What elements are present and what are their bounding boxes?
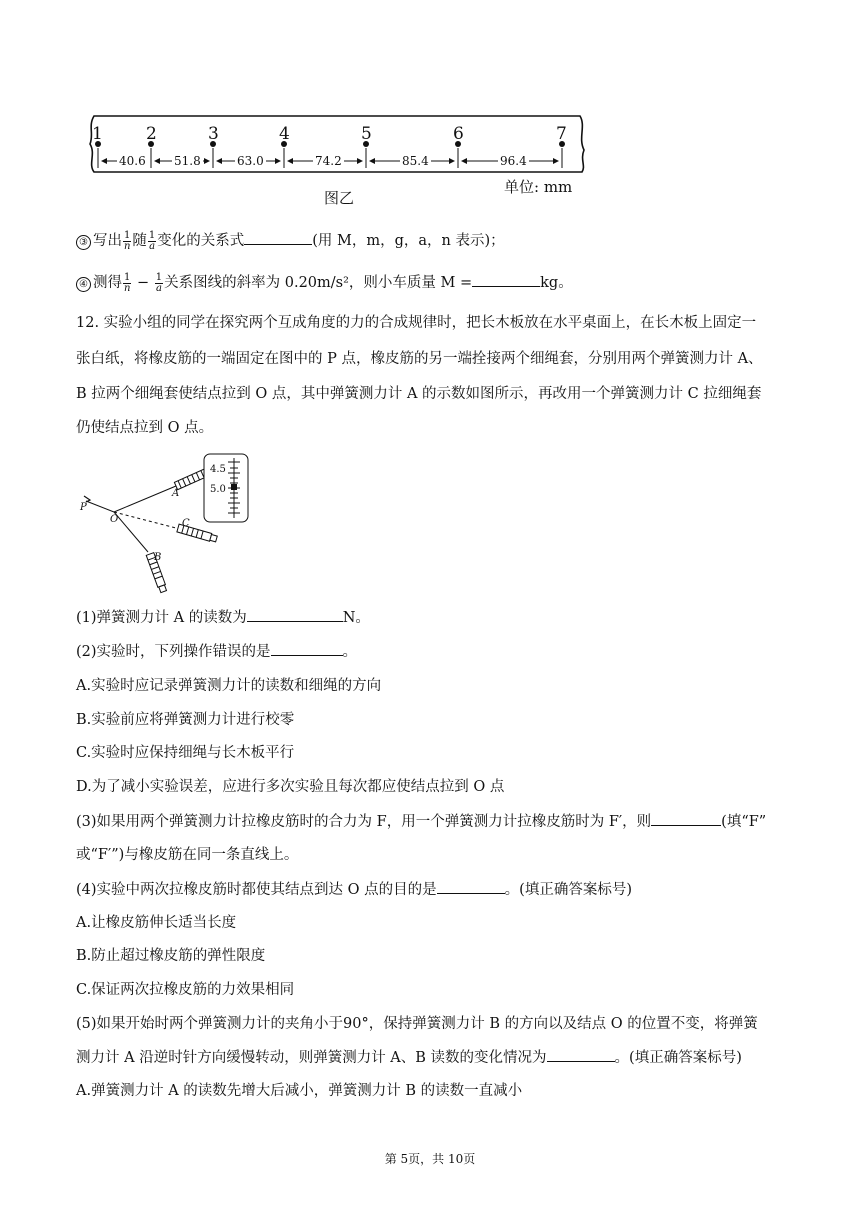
q12-intro-line: 仍使结点拉到 O 点。: [76, 420, 214, 436]
answer-blank[interactable]: [547, 1047, 615, 1062]
item-marker: ③: [76, 235, 91, 250]
option-line: B.实验前应将弹簧测力计进行校零: [76, 712, 295, 728]
question-item-4: ④ 测得 $\frac{1}{n}$ − $\frac{1}{a}$ 关系图线的斜率为 0.20m/s²，则小车质量 M = kg。: [76, 272, 573, 294]
figure-caption: 图乙: [324, 189, 355, 207]
label-A: A: [172, 488, 180, 499]
answer-blank[interactable]: [472, 272, 540, 287]
option-line: D.为了减小实验误差，应进行多次实验且每次都应使结点拉到 O 点: [76, 779, 505, 795]
segment-length: 74.2: [315, 154, 342, 168]
question-item-3: ③ 写出 $\frac{1}{n}$ 随 $\frac{1}{a}$ 变化的关系式 (用 M，m，g，a，n 表示)；: [76, 230, 505, 252]
ruler-segment-labels: [80, 154, 590, 172]
q12-sub3: (3)如果用两个弹簧测力计拉橡皮筋时的合力为 F，用一个弹簧测力计拉橡皮筋时为 F′，则 (填“F”: [76, 811, 766, 832]
segment-length: 40.6: [119, 154, 146, 168]
label-O: O: [110, 514, 119, 525]
answer-blank[interactable]: [437, 879, 505, 894]
q12-sub1: (1)弹簧测力计 A 的读数为 N。: [76, 607, 370, 628]
item-marker: ④: [76, 277, 91, 292]
segment-length: 51.8: [174, 154, 201, 168]
ruler-point-label: 2: [146, 124, 157, 144]
q12-intro-line: 12. 实验小组的同学在探究两个互成角度的力的合成规律时，把长木板放在水平桌面上，在长木板上固定一: [76, 315, 757, 331]
fraction-1-over-a: $\frac{1}{a}$: [155, 271, 163, 294]
ruler-point-label: 1: [92, 124, 103, 144]
answer-blank[interactable]: [651, 811, 721, 826]
segment-length: 85.4: [402, 154, 429, 168]
label-B: B: [154, 552, 162, 563]
option-line: C.实验时应保持细绳与长木板平行: [76, 745, 295, 761]
answer-blank[interactable]: [247, 607, 343, 622]
ruler-point-labels: [80, 124, 590, 144]
q12-intro-line: 张白纸，将橡皮筋的一端固定在图中的 P 点，橡皮筋的另一端拴接两个细绳套，分别用两个弹簧测力计 A、: [76, 351, 763, 367]
answer-blank[interactable]: [244, 230, 312, 245]
force-figure-labels: [78, 448, 258, 596]
scale-label: 4.5: [210, 464, 226, 475]
scale-label: 5.0: [210, 484, 226, 495]
fraction-1-over-a: $\frac{1}{a}$: [148, 229, 156, 252]
ruler-point-label: 4: [279, 124, 290, 144]
option-line: B.防止超过橡皮筋的弹性限度: [76, 948, 266, 964]
ruler-point-label: 7: [556, 124, 567, 144]
q12-sub3-continued: 或“F′”)与橡皮筋在同一条直线上。: [76, 847, 299, 863]
ruler-unit: 单位: mm: [504, 178, 573, 196]
answer-blank[interactable]: [271, 641, 343, 656]
page-footer: 第 5页，共 10页: [384, 1152, 476, 1166]
q12-intro-line: B 拉两个细绳套使结点拉到 O 点，其中弹簧测力计 A 的示数如图所示，再改用一个弹簧测力计 C 拉细绳套: [76, 386, 762, 402]
q12-sub4: (4)实验中两次拉橡皮筋时都使其结点到达 O 点的目的是 。(填正确答案标号): [76, 879, 632, 900]
q12-sub5-continued: 测力计 A 沿逆时针方向缓慢转动，则弹簧测力计 A、B 读数的变化情况为 。(填正确答案标号): [76, 1047, 742, 1068]
segment-length: 96.4: [500, 154, 527, 168]
option-line: A.实验时应记录弹簧测力计的读数和细绳的方向: [76, 678, 382, 694]
option-line: C.保证两次拉橡皮筋的力效果相同: [76, 982, 295, 998]
ruler-point-label: 6: [453, 124, 464, 144]
label-P: P: [80, 502, 87, 513]
ruler-point-label: 3: [208, 124, 219, 144]
q12-sub2: (2)实验时，下列操作错误的是 。: [76, 641, 357, 662]
fraction-1-over-n: $\frac{1}{n}$: [123, 271, 131, 294]
fraction-1-over-n: $\frac{1}{n}$: [123, 229, 131, 252]
label-C: C: [182, 518, 190, 529]
segment-length: 63.0: [237, 154, 264, 168]
q12-sub5: (5)如果开始时两个弹簧测力计的夹角小于90°，保持弹簧测力计 B 的方向以及结点 O 的位置不变，将弹簧: [76, 1016, 758, 1032]
option-line: A.弹簧测力计 A 的读数先增大后减小，弹簧测力计 B 的读数一直减小: [76, 1083, 523, 1099]
option-line: A.让橡皮筋伸长适当长度: [76, 915, 237, 931]
ruler-point-label: 5: [361, 124, 372, 144]
